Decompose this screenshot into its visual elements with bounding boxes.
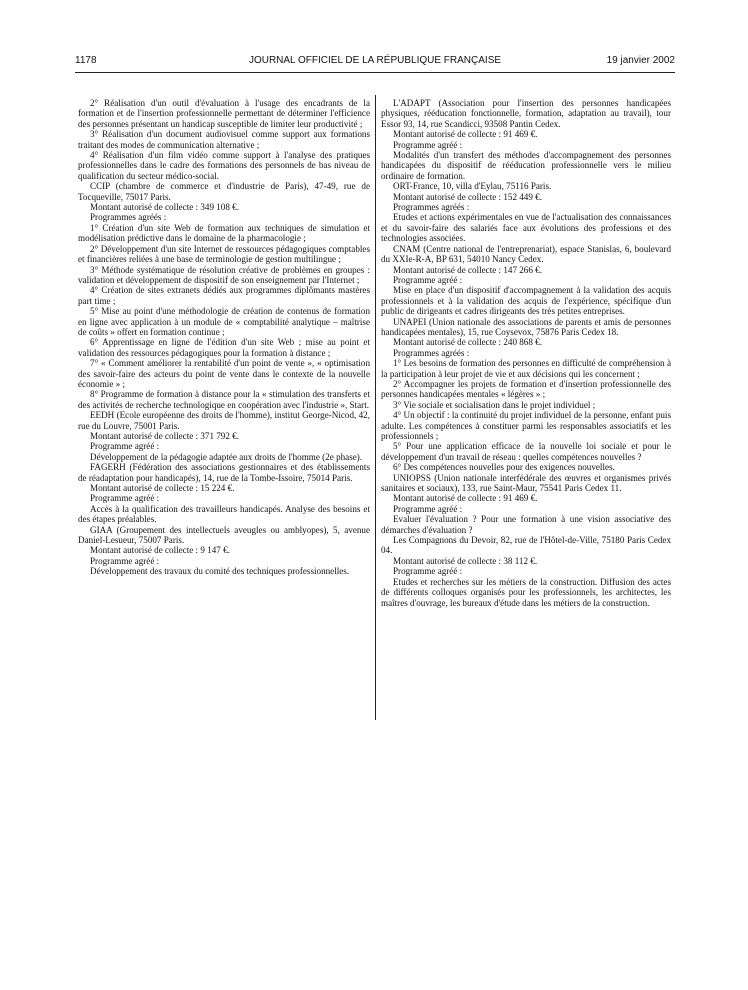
paragraph: 5° Mise au point d'une méthodologie de création de contenus de formation en ligne avec application à un module de « comptabilité analytique – maîtrise de coûts » offert en formation continue ; xyxy=(78,306,370,337)
paragraph: EEDH (Ecole européenne des droits de l'homme), institut George-Nicod, 42, rue du Louvre, 75001 Paris. xyxy=(78,410,370,431)
paragraph: Programme agréé : xyxy=(90,555,160,566)
paragraph: Programme agréé : xyxy=(90,441,160,452)
paragraph: Développement de la pédagogie adaptée aux droits de l'homme (2e phase). xyxy=(90,451,363,462)
paragraph: CCIP (chambre de commerce et d'industrie de Paris), 47-49, rue de Tocqueville, 75017 Paris. xyxy=(78,181,370,202)
paragraph: 3° Vie sociale et socialisation dans le projet individuel ; xyxy=(393,399,596,410)
paragraph: Programme agréé : xyxy=(393,566,463,577)
paragraph: Montant autorisé de collecte : 38 112 €. xyxy=(393,555,538,566)
paragraph: 7° « Comment améliorer la rentabilité d'un point de vente », « optimisation des savoir-faire des acteurs du point de vente dans le contexte de la nouvelle économie » ; xyxy=(78,358,370,389)
paragraph: 3° Méthode systématique de résolution créative de problèmes en groupes : validation et développement de dispositif de son enseignement par l'Internet ; xyxy=(78,264,370,285)
paragraph: Modalités d'un transfert des méthodes d'accompagnement des personnes handicapées du dispositif de rééducation professionnelle vers le milieu ordinaire de formation. xyxy=(381,150,671,181)
paragraph: Développement des travaux du comité des techniques professionnelles. xyxy=(90,566,350,577)
paragraph: Programme agréé : xyxy=(90,493,160,504)
paragraph: Les Compagnons du Devoir, 82, rue de l'Hôtel-de-Ville, 75180 Paris Cedex 04. xyxy=(381,535,671,556)
paragraph: 1° Les besoins de formation des personnes en difficulté de compréhension à la participation à leur projet de vie et aux décisions qui les concernent ; xyxy=(381,358,671,379)
paragraph: Programmes agréés : xyxy=(393,347,470,358)
paragraph: ORT-France, 10, villa d'Eylau, 75116 Paris. xyxy=(393,181,552,192)
paragraph: 2° Accompagner les projets de formation et d'insertion professionnelle des personnes handicapées mentales « légères » ; xyxy=(381,378,671,400)
paragraph: 3° Réalisation d'un document audiovisuel comme support aux formations traitant des modes de communication alternative ; xyxy=(78,129,370,150)
paragraph: L'ADAPT (Association pour l'insertion des personnes handicapées physiques, rééducation fonctionnelle, formation, adaptation au travail), tour Essor 93, 14, rue Scandicci, 93508 Pantin Cedex. xyxy=(381,98,671,129)
paragraph: Montant autorisé de collecte : 152 449 €. xyxy=(393,191,542,202)
paragraph: 2° Réalisation d'un outil d'évaluation à l'usage des encadrants de la formation et de l'insertion professionnelle permettant de déterminer l'efficience des personnes présentant un handicap susceptible de limiter leur productivité ; xyxy=(78,98,370,129)
publication-date: 19 janvier 2002 xyxy=(606,55,675,66)
paragraph: 4° Un objectif : la continuité du projet individuel de la personne, enfant puis adulte. Les compétences à constituer parmi les responsables associatifs et les professionnels ; xyxy=(381,410,671,441)
paragraph: Montant autorisé de collecte : 349 108 €. xyxy=(90,202,239,213)
left-column xyxy=(78,98,370,577)
paragraph: UNAPEI (Union nationale des associations de parents et amis de personnes handicapées mentales), 15, rue Coysevox, 75876 Paris Cedex 18. xyxy=(381,316,671,337)
paragraph: CNAM (Centre national de l'entreprenariat), espace Stanislas, 6, boulevard du XXIe-R-A, BP 631, 54010 Nancy Cedex. xyxy=(381,243,671,265)
paragraph: Montant autorisé de collecte : 15 224 €. xyxy=(90,483,235,494)
page-header xyxy=(75,55,675,69)
paragraph: Mise en place d'un dispositif d'accompagnement à la validation des acquis professionnels et à la validation des acquis de l'expérience, spécifique d'un public de dirigeants et cadres dirigeants des très petites entreprises. xyxy=(381,285,671,317)
paragraph: 8° Programme de formation à distance pour la « stimulation des transferts et des activités de recherche technologique en coopération avec l'industrie », Start. xyxy=(78,389,370,410)
paragraph: 6° Des compétences nouvelles pour des exigences nouvelles. xyxy=(393,462,615,473)
journal-title: JOURNAL OFFICIEL DE LA RÉPUBLIQUE FRANÇAISE xyxy=(248,55,502,66)
paragraph: Montant autorisé de collecte : 371 792 €. xyxy=(90,431,239,441)
paragraph: 6° Apprentissage en ligne de l'édition d'un site Web ; mise au point et validation des ressources pédagogiques pour la formation à distance ; xyxy=(78,337,370,358)
paragraph: Montant autorisé de collecte : 9 147 €. xyxy=(90,545,230,556)
paragraph: Programme agréé : xyxy=(393,274,463,285)
paragraph: UNIOPSS (Union nationale interfédérale des œuvres et organismes privés sanitaires et sociaux), 133, rue Saint-Maur, 75541 Paris Cedex 11. xyxy=(381,472,671,494)
paragraph: 5° Pour une application efficace de la nouvelle loi sociale et pour le développement d'un travail de réseau : quelles compétences nouvelles ? xyxy=(381,441,671,462)
paragraph: Programmes agréés : xyxy=(90,212,167,223)
paragraph: Montant autorisé de collecte : 147 266 €. xyxy=(393,264,542,275)
paragraph: Montant autorisé de collecte : 91 469 €. xyxy=(393,493,538,504)
paragraph: GIAA (Groupement des intellectuels aveugles ou amblyopes), 5, avenue Daniel-Lesueur, 75007 Paris. xyxy=(78,524,370,546)
page-number: 1178 xyxy=(75,55,97,66)
paragraph: Accès à la qualification des travailleurs handicapés. Analyse des besoins et des étapes préalables. xyxy=(78,503,370,525)
column-separator xyxy=(375,95,376,720)
paragraph: Etudes et recherches sur les métiers de la construction. Diffusion des actes de différents colloques organisés pour les professionnels, les architectes, les maîtres d'ouvrage, les bureaux d'étude dans les métiers de la construction. xyxy=(381,576,671,608)
header-rule xyxy=(75,72,675,73)
paragraph: Montant autorisé de collecte : 91 469 €. xyxy=(393,129,538,140)
paragraph: 4° Création de sites extranets dédiés aux programmes diplômants mastères part time ; xyxy=(78,285,370,306)
right-column xyxy=(381,98,671,608)
paragraph: 1° Création d'un site Web de formation aux techniques de simulation et modélisation prédictive dans le domaine de la pharmacologie ; xyxy=(78,222,370,244)
paragraph: Montant autorisé de collecte : 240 868 €. xyxy=(393,337,542,348)
paragraph: Etudes et actions expérimentales en vue de l'actualisation des connaissances et du savoir-faire des salariés face aux évolutions des professions et des technologies associées. xyxy=(381,212,671,244)
paragraph: Programme agréé : xyxy=(393,139,463,150)
paragraph: FAGERH (Fédération des associations gestionnaires et des établissements de réadaptation pour handicapés), 14, rue de la Tombe-Issoire, 75014 Paris. xyxy=(78,462,370,483)
paragraph: Evaluer l'évaluation ? Pour une formation à une vision associative des démarches d'évaluation ? xyxy=(381,514,671,535)
paragraph: 2° Développement d'un site Internet de ressources pédagogiques comptables et financières reliées à une base de terminologie de gestion multilingue ; xyxy=(78,243,370,265)
paragraph: Programmes agréés : xyxy=(393,202,470,213)
paragraph: 4° Réalisation d'un film vidéo comme support à l'analyse des pratiques professionnelles dans le cadre des formations des personnels de bas niveau de qualification du secteur médico-social. xyxy=(78,150,370,181)
paragraph: Programme agréé : xyxy=(393,503,463,514)
